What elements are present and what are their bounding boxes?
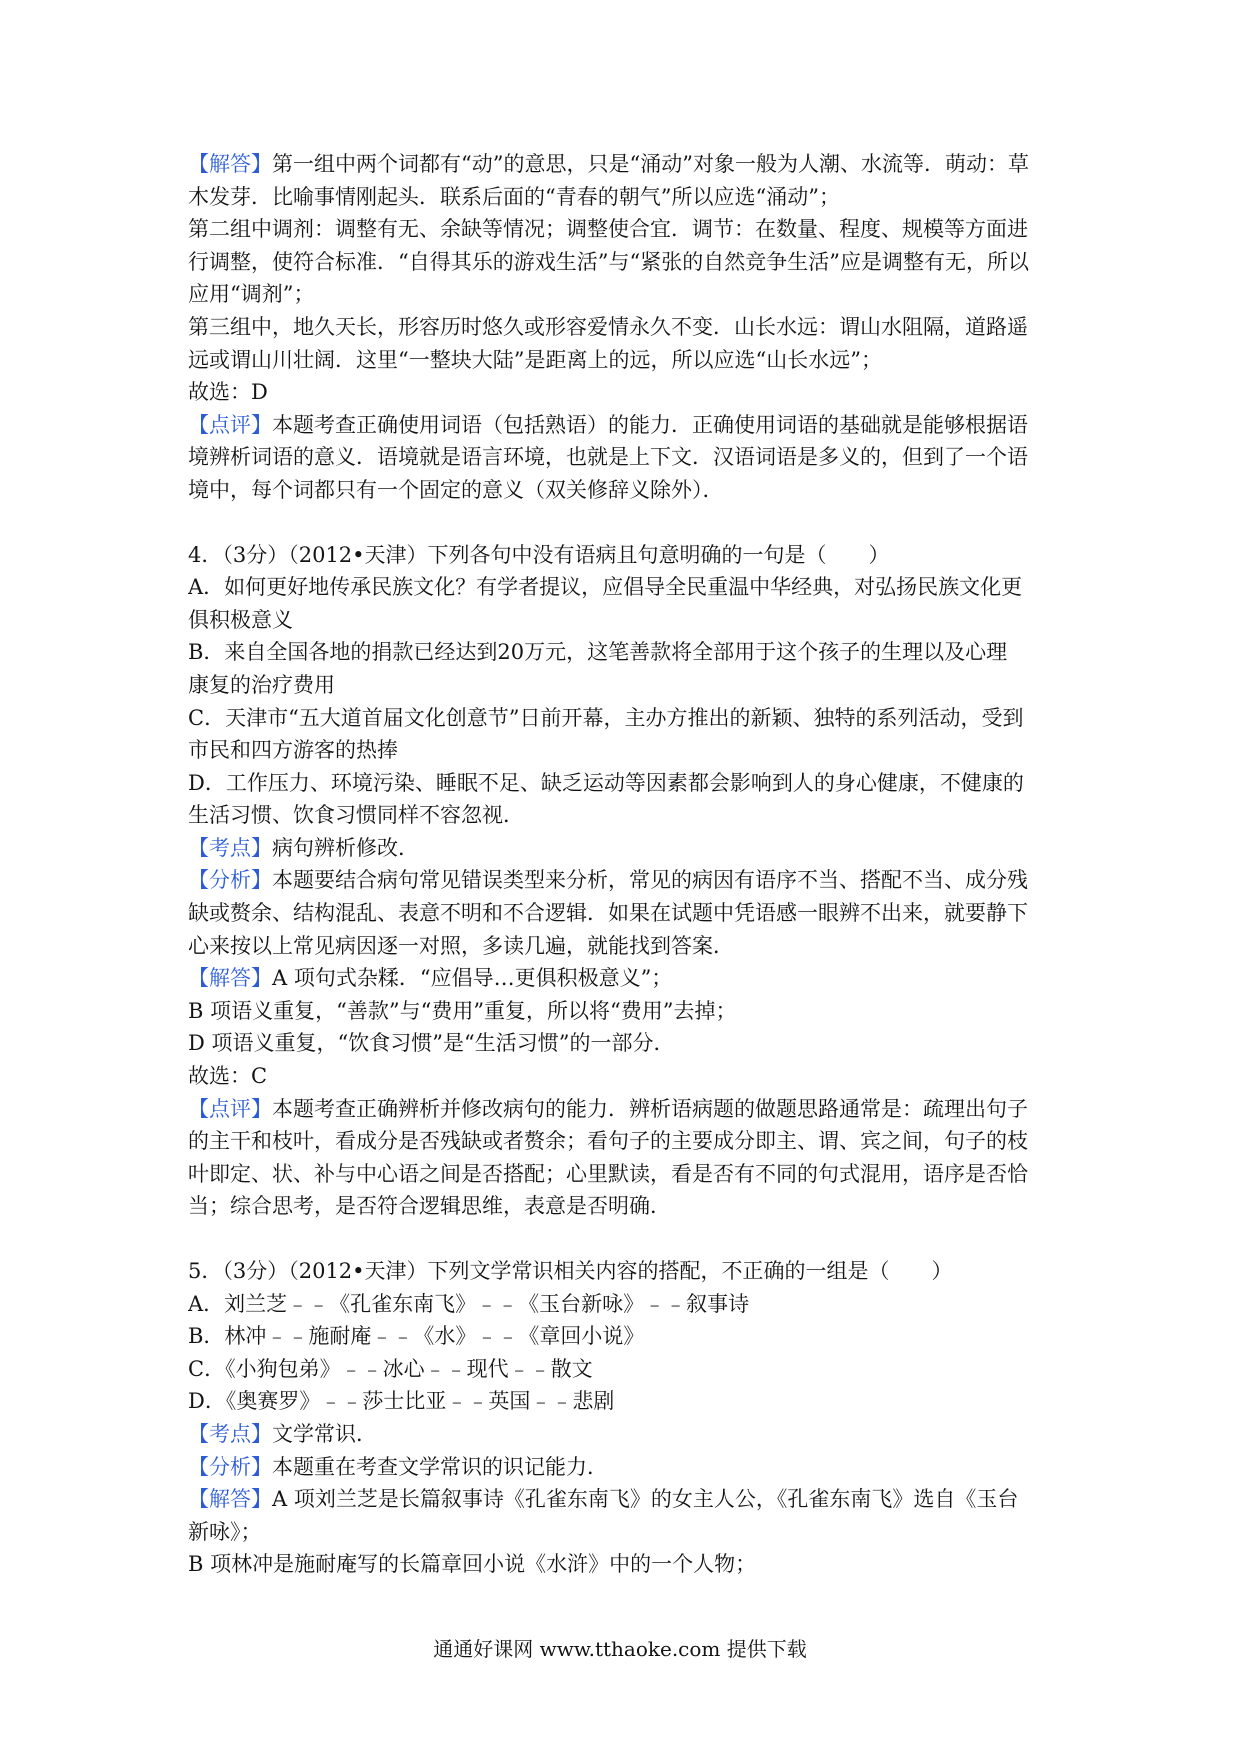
text-line <box>188 702 1058 735</box>
paragraph <box>188 1093 1058 1223</box>
line-text: B 项林冲是施耐庵写的长篇章回小说《水浒》中的一个人物； <box>188 1552 757 1577</box>
text-line <box>188 376 1058 409</box>
text-line <box>188 930 1058 963</box>
text-line <box>188 1288 1058 1321</box>
paragraph <box>188 1418 1058 1451</box>
line-text: 远或谓山川壮阔．这里“一整块大陆”是距离上的远，所以应选“山长水远”； <box>188 347 882 372</box>
text-line <box>188 1320 1058 1353</box>
text-line <box>188 441 1058 474</box>
question-section <box>188 1255 1058 1581</box>
text-line <box>188 246 1058 279</box>
section-tag-label: 【考点】 <box>188 835 272 860</box>
text-line <box>188 1027 1058 1060</box>
text-line <box>188 1548 1058 1581</box>
line-text: 叶即定、状、补与中心语之间是否搭配；心里默读，看是否有不同的句式混用，语序是否恰 <box>188 1161 1028 1186</box>
text-line <box>188 1516 1058 1549</box>
text-line <box>188 1255 1058 1288</box>
question-section <box>188 148 1058 507</box>
paragraph <box>188 702 1058 767</box>
line-text: 故选：C <box>188 1064 268 1089</box>
line-text: 文学常识． <box>272 1421 377 1446</box>
line-text: 本题考查正确使用词语（包括熟语）的能力．正确使用词语的基础就是能够根据语 <box>272 412 1028 437</box>
paragraph <box>188 1255 1058 1288</box>
text-line <box>188 278 1058 311</box>
section-tag-label: 【解答】 <box>188 152 272 176</box>
line-text: 俱积极意义 <box>188 607 293 632</box>
line-text: D 项语义重复，“饮食习惯”是“生活习惯”的一部分． <box>188 1031 675 1056</box>
text-line <box>188 1451 1058 1484</box>
text-line <box>188 1125 1058 1158</box>
paragraph <box>188 571 1058 636</box>
text-line <box>188 213 1058 246</box>
line-text: 境中，每个词都只有一个固定的意义（双关修辞义除外）． <box>188 477 724 502</box>
text-line <box>188 1060 1058 1093</box>
paragraph <box>188 864 1058 962</box>
page-footer: 通通好课网 www.tthaoke.com 提供下载 <box>433 1637 807 1661</box>
text-line <box>188 995 1058 1028</box>
text-line <box>188 1483 1058 1516</box>
text-line <box>188 962 1058 995</box>
line-text: 心来按以上常见病因逐一对照，多读几遍，就能找到答案． <box>188 933 734 958</box>
line-text: D．《奥赛罗》﹣﹣莎士比亚﹣﹣英国﹣﹣悲剧 <box>188 1389 615 1414</box>
section-gap <box>188 1223 1058 1255</box>
line-text: C．天津市“五大道首届文化创意节”日前开幕，主办方推出的新颖、独特的系列活动，受到 <box>188 705 1024 730</box>
line-text: A．刘兰芝﹣﹣《孔雀东南飞》﹣﹣《玉台新咏》﹣﹣叙事诗 <box>188 1291 750 1316</box>
paragraph <box>188 1027 1058 1060</box>
section-tag-label: 【解答】 <box>188 1487 272 1512</box>
line-text: 行调整，使符合标准．“自得其乐的游戏生活”与“紧张的自然竞争生活”应是调整有无，所以 <box>188 249 1029 274</box>
line-text: 病句辨析修改． <box>272 835 419 860</box>
section-tag-label: 【点评】 <box>188 412 272 437</box>
line-text: B．林冲﹣﹣施耐庵﹣﹣《水》﹣﹣《章回小说》 <box>188 1324 645 1349</box>
line-text: 境辨析词语的意义．语境就是语言环境，也就是上下文．汉语词语是多义的，但到了一个语 <box>188 445 1028 470</box>
paragraph <box>188 832 1058 865</box>
paragraph <box>188 995 1058 1028</box>
text-line <box>188 1353 1058 1386</box>
text-line <box>188 571 1058 604</box>
line-text: 应用“调剂”； <box>188 282 315 307</box>
text-line <box>188 1158 1058 1191</box>
section-tag-label: 【考点】 <box>188 1421 272 1446</box>
text-line <box>188 1418 1058 1451</box>
paragraph <box>188 767 1058 832</box>
text-line <box>188 636 1058 669</box>
text-line <box>188 539 1058 572</box>
section-tag-label: 【分析】 <box>188 868 272 893</box>
text-line <box>188 344 1058 377</box>
text-line <box>188 864 1058 897</box>
text-line <box>188 604 1058 637</box>
paragraph <box>188 1060 1058 1093</box>
paragraph <box>188 376 1058 409</box>
paragraph <box>188 1288 1058 1321</box>
line-text: A 项句式杂糅．“应倡导…更俱积极意义”； <box>272 966 673 991</box>
text-line <box>188 474 1058 507</box>
paragraph <box>188 311 1058 376</box>
section-gap <box>188 507 1058 539</box>
text-line <box>188 1190 1058 1223</box>
paragraph <box>188 962 1058 995</box>
paragraph <box>188 213 1058 311</box>
document-body <box>188 148 1058 1581</box>
text-line <box>188 1385 1058 1418</box>
line-text: B．来自全国各地的捐款已经达到20万元，这笔善款将全部用于这个孩子的生理以及心理 <box>188 640 1008 665</box>
paragraph <box>188 1548 1058 1581</box>
text-line <box>188 311 1058 344</box>
line-text: A 项刘兰芝是长篇叙事诗《孔雀东南飞》的女主人公，《孔雀东南飞》选自《玉台 <box>272 1487 1019 1512</box>
paragraph <box>188 1385 1058 1418</box>
line-text: 市民和四方游客的热捧 <box>188 738 398 763</box>
line-text: B 项语义重复，“善款”与“费用”重复，所以将“费用”去掉； <box>188 998 737 1023</box>
section-tag-label: 【点评】 <box>188 1096 272 1121</box>
text-line <box>188 767 1058 800</box>
text-line <box>188 181 1058 214</box>
text-line <box>188 148 1058 181</box>
line-text: 生活习惯、饮食习惯同样不容忽视． <box>188 803 524 828</box>
line-text: 本题重在考查文学常识的识记能力． <box>272 1454 608 1479</box>
line-text: 第一组中两个词都有“动”的意思，只是“涌动”对象一般为人潮、水流等．萌动：草 <box>272 152 1029 176</box>
paragraph <box>188 409 1058 507</box>
text-line <box>188 409 1058 442</box>
section-tag-label: 【分析】 <box>188 1454 272 1479</box>
text-line <box>188 832 1058 865</box>
line-text: 当；综合思考，是否符合逻辑思维，表意是否明确． <box>188 1194 671 1219</box>
paragraph <box>188 1483 1058 1548</box>
paragraph <box>188 636 1058 701</box>
line-text: 缺或赘余、结构混乱、表意不明和不合逻辑．如果在试题中凭语感一眼辨不出来，就要静下 <box>188 901 1028 926</box>
line-text: 4．（3分）（2012•天津）下列各句中没有语病且句意明确的一句是（ ） <box>188 542 890 567</box>
paragraph <box>188 148 1058 213</box>
text-line <box>188 1093 1058 1126</box>
line-text: 第三组中，地久天长，形容历时悠久或形容爱情永久不变．山长水远：谓山水阻隔，道路遥 <box>188 314 1028 339</box>
paragraph <box>188 539 1058 572</box>
paragraph <box>188 1451 1058 1484</box>
line-text: 本题考查正确辨析并修改病句的能力．辨析语病题的做题思路通常是：疏理出句子 <box>272 1096 1028 1121</box>
line-text: C．《小狗包弟》﹣﹣冰心﹣﹣现代﹣﹣散文 <box>188 1356 593 1381</box>
text-line <box>188 669 1058 702</box>
text-line <box>188 799 1058 832</box>
line-text: D．工作压力、环境污染、睡眠不足、缺乏运动等因素都会影响到人的身心健康，不健康的 <box>188 770 1024 795</box>
line-text: 新咏》； <box>188 1519 262 1544</box>
line-text: 第二组中调剂：调整有无、余缺等情况；调整使合宜．调节：在数量、程度、规模等方面进 <box>188 217 1028 242</box>
line-text: 的主干和枝叶，看成分是否残缺或者赘余；看句子的主要成分即主、谓、宾之间，句子的枝 <box>188 1129 1028 1154</box>
text-line <box>188 897 1058 930</box>
paragraph <box>188 1353 1058 1386</box>
paragraph <box>188 1320 1058 1353</box>
question-section <box>188 539 1058 1223</box>
line-text: 故选：D <box>188 380 268 405</box>
section-tag-label: 【解答】 <box>188 966 272 991</box>
line-text: 本题要结合病句常见错误类型来分析，常见的病因有语序不当、搭配不当、成分残 <box>272 868 1028 893</box>
line-text: 木发芽．比喻事情刚起头．联系后面的“青春的朝气”所以应选“涌动”； <box>188 184 840 209</box>
line-text: 5．（3分）（2012•天津）下列文学常识相关内容的搭配，不正确的一组是（ ） <box>188 1259 953 1283</box>
line-text: 康复的治疗费用 <box>188 672 335 697</box>
line-text: A．如何更好地传承民族文化？有学者提议，应倡导全民重温中华经典，对弘扬民族文化更 <box>188 575 1023 600</box>
text-line <box>188 734 1058 767</box>
